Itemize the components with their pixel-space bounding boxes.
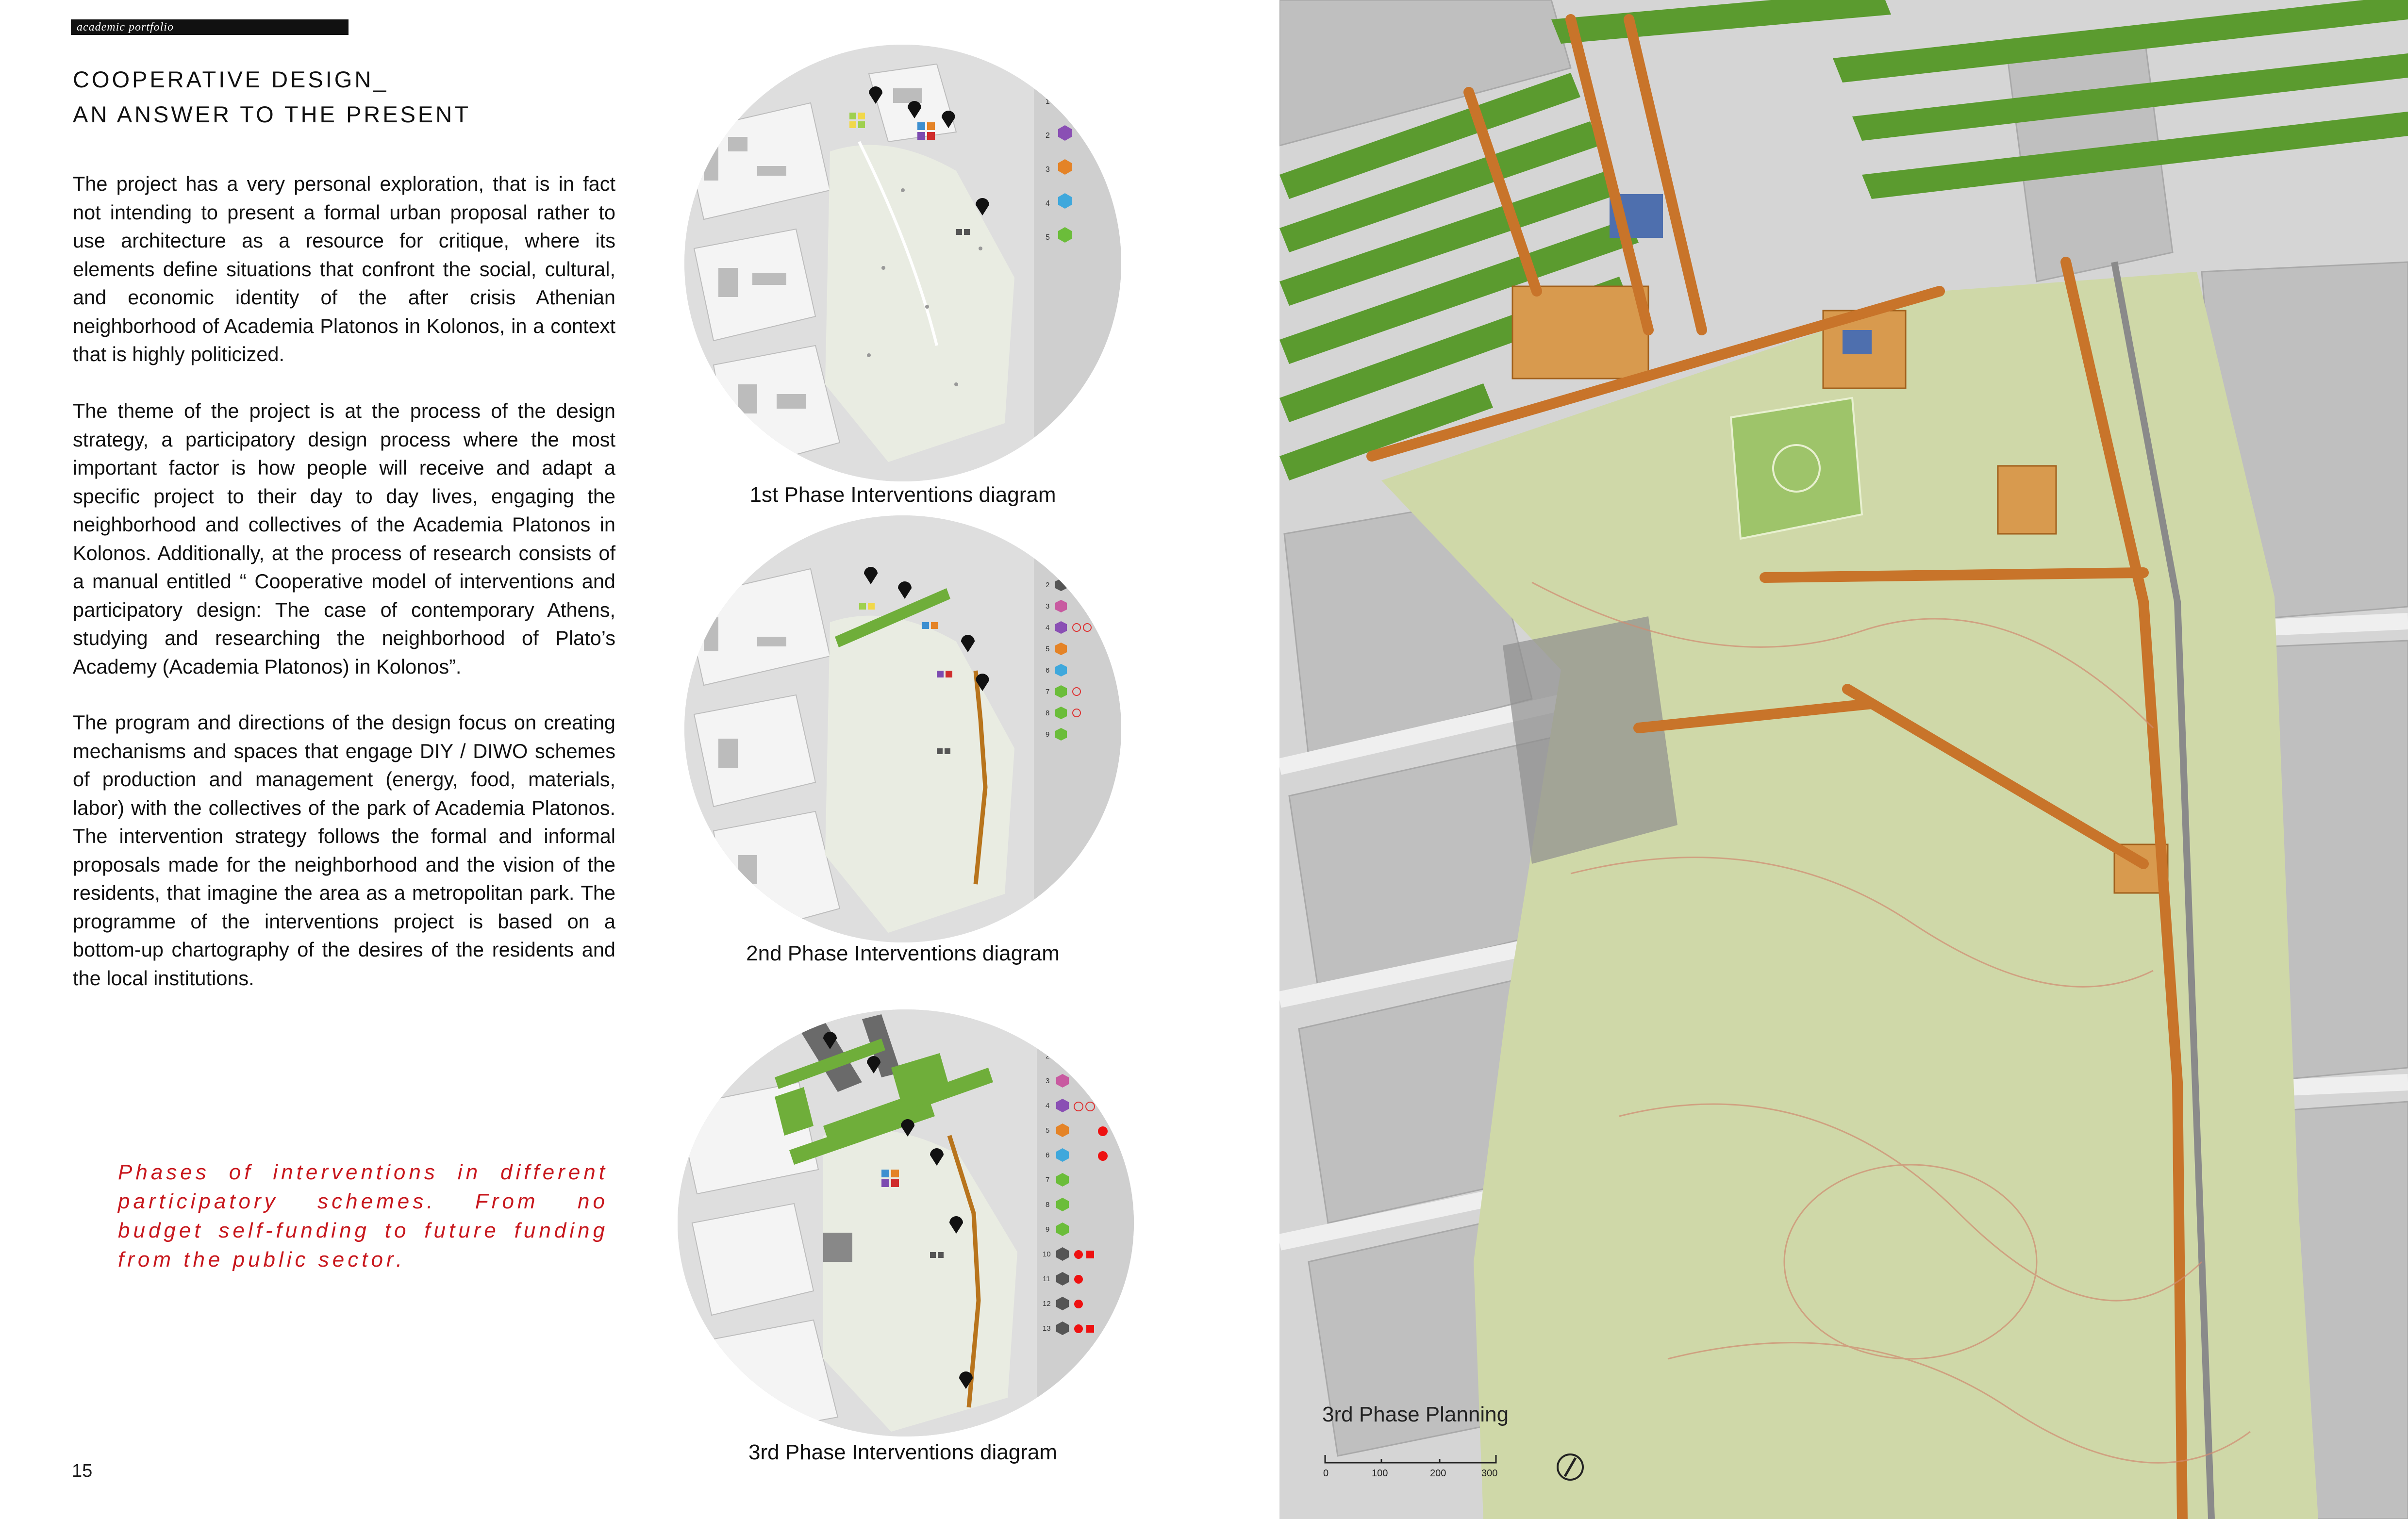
legend-number: 5 <box>1046 645 1050 653</box>
legend-number: 5 <box>1046 1126 1050 1135</box>
scale-label-100: 100 <box>1372 1468 1388 1479</box>
legend-number: 10 <box>1043 1250 1051 1258</box>
legend-number: 6 <box>1046 1151 1050 1159</box>
legend-number: 1 <box>1046 98 1050 106</box>
legend-number: 3 <box>1046 165 1050 174</box>
scale-label-300: 300 <box>1481 1468 1498 1479</box>
body-paragraph-2: The theme of the project is at the process of the design strategy, a participatory design process where the most important factor is how people will receive and adapt a specific project to their day to day lives, engaging the neighborhood and collectives of the Academia Platonos in Kolonos. Additionally, at the process of research consists of a manual entitled “ Cooperative model of interventions and participatory design: The case of contemporary Athens, studying and researching the neighborhood of Plato’s Academy (Academia Platonos) in Kolonos”. <box>73 399 615 678</box>
body-paragraph-1: The project has a very personal exploration, that is in fact not intending to present a formal urban proposal rather to use architecture as a resource for critique, where its elements define situations that confront the social, cultural, and economic identity of the after crisis Athenian neighborhood of Academia Platonos in Kolonos, in a context that is highly politicized. <box>73 172 615 365</box>
page-title <box>73 62 558 132</box>
phase-2-diagram <box>684 515 1121 942</box>
body-paragraph-3: The program and directions of the design focus on creating mechanisms and spaces that engage DIY / DIWO schemes of production and management (energy, food, materials, labor) with the collectives of the park of Academia Platonos. The intervention strategy follows the formal and informal proposals made for the neighborhood and the vision of the residents, that imagine the area as a metropolitan park. The programme of the interventions project is based on a bottom-up chartography of the desires of the residents and the local institutions. <box>73 711 615 990</box>
phase-1-diagram <box>684 45 1121 481</box>
page-number: 15 <box>72 1461 93 1481</box>
legend-number: 1 <box>1046 560 1050 568</box>
phase-3-map-graphic <box>678 1009 1134 1436</box>
legend-number: 5 <box>1046 233 1050 242</box>
legend-number: 4 <box>1046 1102 1050 1110</box>
north-arrow-icon <box>1555 1452 1585 1482</box>
phase-3-diagram <box>678 1009 1134 1436</box>
scale-label-200: 200 <box>1430 1468 1446 1479</box>
phase-2-diagram-label: 2nd Phase Interventions diagram <box>746 941 1060 965</box>
section-tag: academic portfolio <box>71 19 349 35</box>
phase-3-diagram-label: 3rd Phase Interventions diagram <box>748 1440 1057 1464</box>
legend-number: 12 <box>1043 1300 1051 1308</box>
title-line-2: AN ANSWER TO THE PRESENT <box>73 101 471 127</box>
legend-number: 13 <box>1043 1324 1051 1333</box>
legend-number: 9 <box>1046 730 1050 739</box>
legend-number: 8 <box>1046 709 1050 717</box>
map-title: 3rd Phase Planning <box>1322 1403 1509 1426</box>
phase-2-map-graphic <box>684 515 1121 942</box>
legend-number: 2 <box>1046 132 1050 140</box>
legend-number: 7 <box>1046 1176 1050 1184</box>
legend-number: 11 <box>1043 1275 1050 1283</box>
legend-number: 6 <box>1046 666 1050 675</box>
scale-label-0: 0 <box>1323 1468 1329 1479</box>
legend-number: 9 <box>1046 1225 1050 1234</box>
legend-number: 1 <box>1046 1027 1050 1036</box>
site-plan-map <box>1279 0 2408 1519</box>
phase-1-diagram-label: 1st Phase Interventions diagram <box>749 483 1056 507</box>
legend-number: 2 <box>1046 581 1050 589</box>
legend-number: 2 <box>1046 1052 1050 1060</box>
phases-caption: Phases of interventions in different participatory schemes. From no budget self-funding to future funding from the public sector. <box>118 1160 608 1271</box>
site-plan-graphic <box>1279 0 2408 1519</box>
scale-bar <box>1323 1452 1498 1479</box>
legend-number: 4 <box>1046 624 1050 632</box>
legend-number: 3 <box>1046 1077 1050 1085</box>
legend-number: 4 <box>1046 199 1050 208</box>
phase-1-map-graphic <box>684 45 1121 481</box>
title-line-1: COOPERATIVE DESIGN_ <box>73 66 389 92</box>
legend-number: 8 <box>1046 1201 1050 1209</box>
legend-number: 3 <box>1046 602 1050 611</box>
legend-number: 7 <box>1046 688 1050 696</box>
